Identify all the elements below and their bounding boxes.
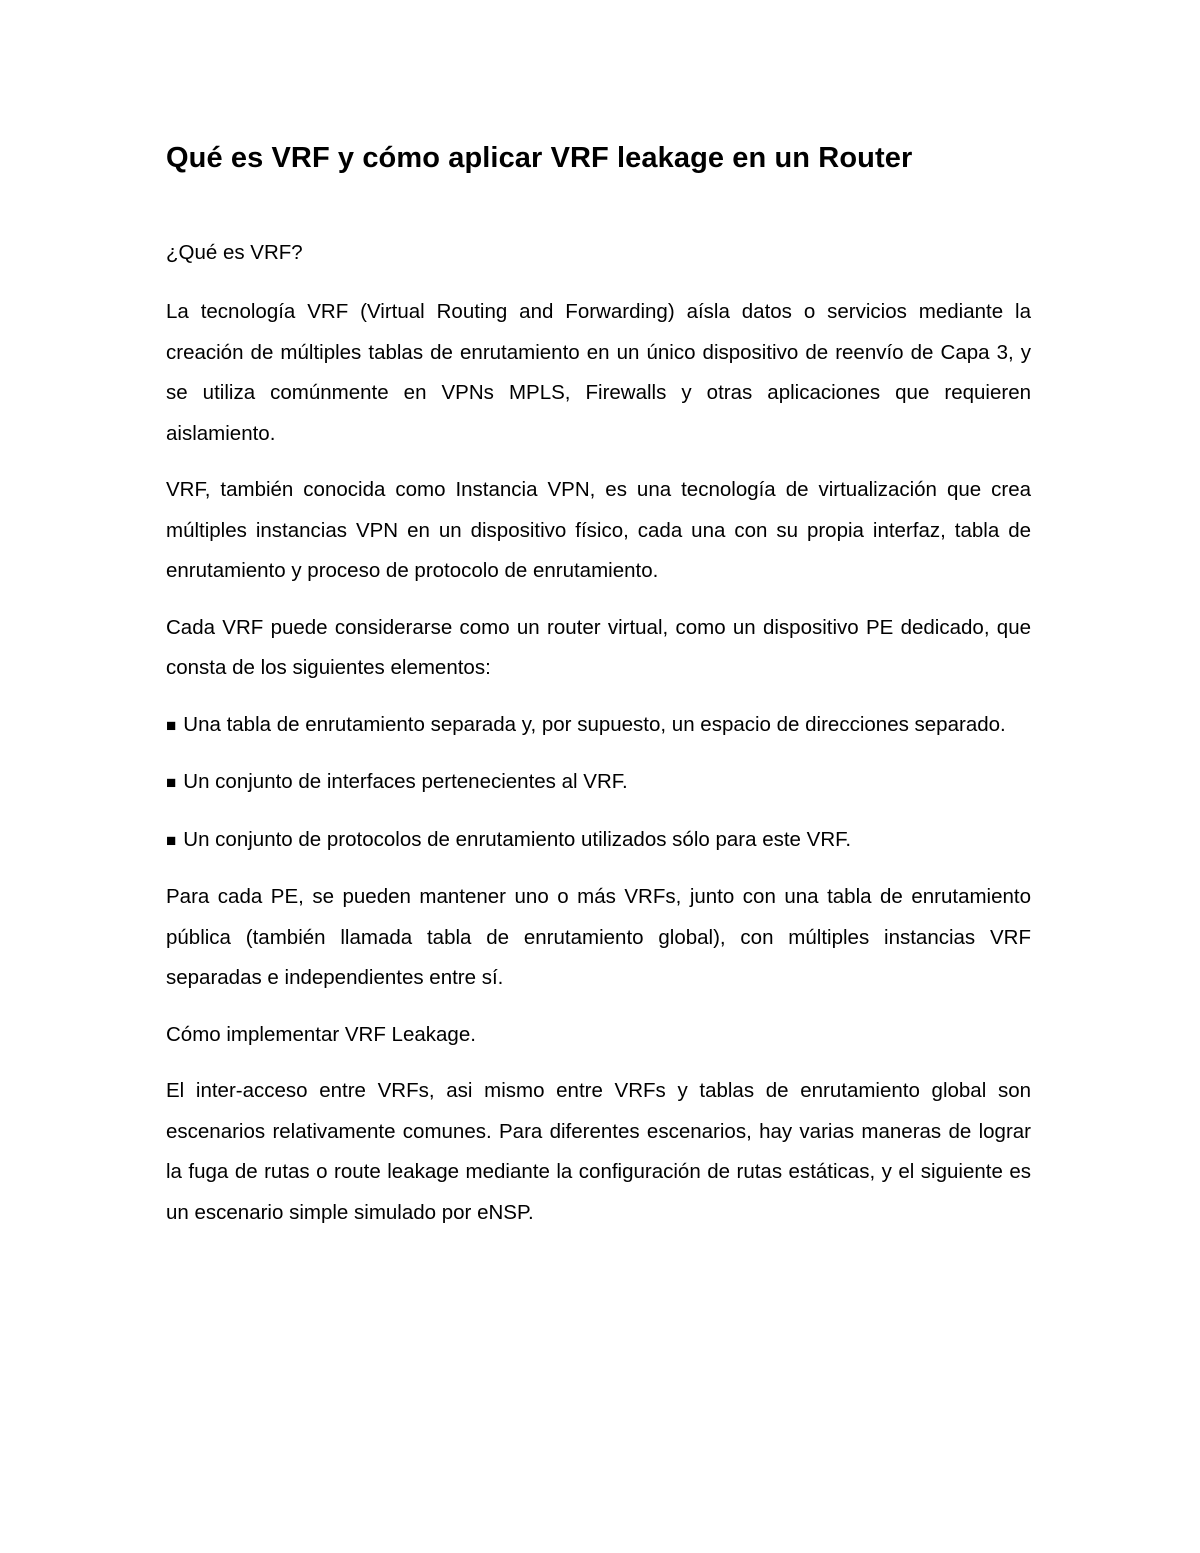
paragraph-leakage: El inter-acceso entre VRFs, asi mismo entre VRFs y tablas de enrutamiento global son escenarios relativamente comunes. Para diferentes escenarios, hay varias maneras de lograr la fuga de rutas o route leakage mediante la configuración de rutas estáticas, y el siguiente es un escenario simple simulado por eNSP.	[166, 1079, 1031, 1224]
bullet-square-icon: ■	[166, 830, 177, 850]
section-question-heading: ¿Qué es VRF?	[166, 241, 303, 264]
bullet-text: Un conjunto de protocolos de enrutamiento utilizados sólo para este VRF.	[183, 827, 852, 851]
bullet-square-icon: ■	[166, 773, 177, 792]
document-body	[166, 138, 1031, 1233]
paragraph-vrf-definition: La tecnología VRF (Virtual Routing and Forwarding) aísla datos o servicios mediante la creación de múltiples tablas de enrutamiento en un único dispositivo de reenvío de Capa 3, y se utiliza comúnmente en VPNs MPLS, Firewalls y otras aplicaciones que requieren aislamiento.	[166, 300, 1031, 445]
document-title: Qué es VRF y cómo aplicar VRF leakage en un Router	[166, 142, 913, 174]
section-leakage-heading: Cómo implementar VRF Leakage.	[166, 1022, 476, 1046]
bullet-square-icon: ■	[166, 715, 177, 735]
bullet-text: Una tabla de enrutamiento separada y, por supuesto, un espacio de direcciones separado.	[183, 712, 1006, 736]
bullet-item	[166, 705, 1031, 747]
paragraph-virtual-router: Cada VRF puede considerarse como un router virtual, como un dispositivo PE dedicado, que consta de los siguientes elementos:	[166, 615, 1031, 679]
bullet-item	[166, 762, 1031, 804]
paragraph-vpn-instance: VRF, también conocida como Instancia VPN, es una tecnología de virtualización que crea múltiples instancias VPN en un dispositivo físico, cada una con su propia interfaz, tabla de enrutamiento y proceso de protocolo de enrutamiento.	[166, 478, 1031, 582]
bullet-item	[166, 820, 1031, 862]
paragraph-pe-vrfs: Para cada PE, se pueden mantener uno o más VRFs, junto con una tabla de enrutamiento pública (también llamada tabla de enrutamiento global), con múltiples instancias VRF separadas e independientes entre sí.	[166, 885, 1031, 989]
bullet-text: Un conjunto de interfaces pertenecientes al VRF.	[183, 770, 628, 793]
